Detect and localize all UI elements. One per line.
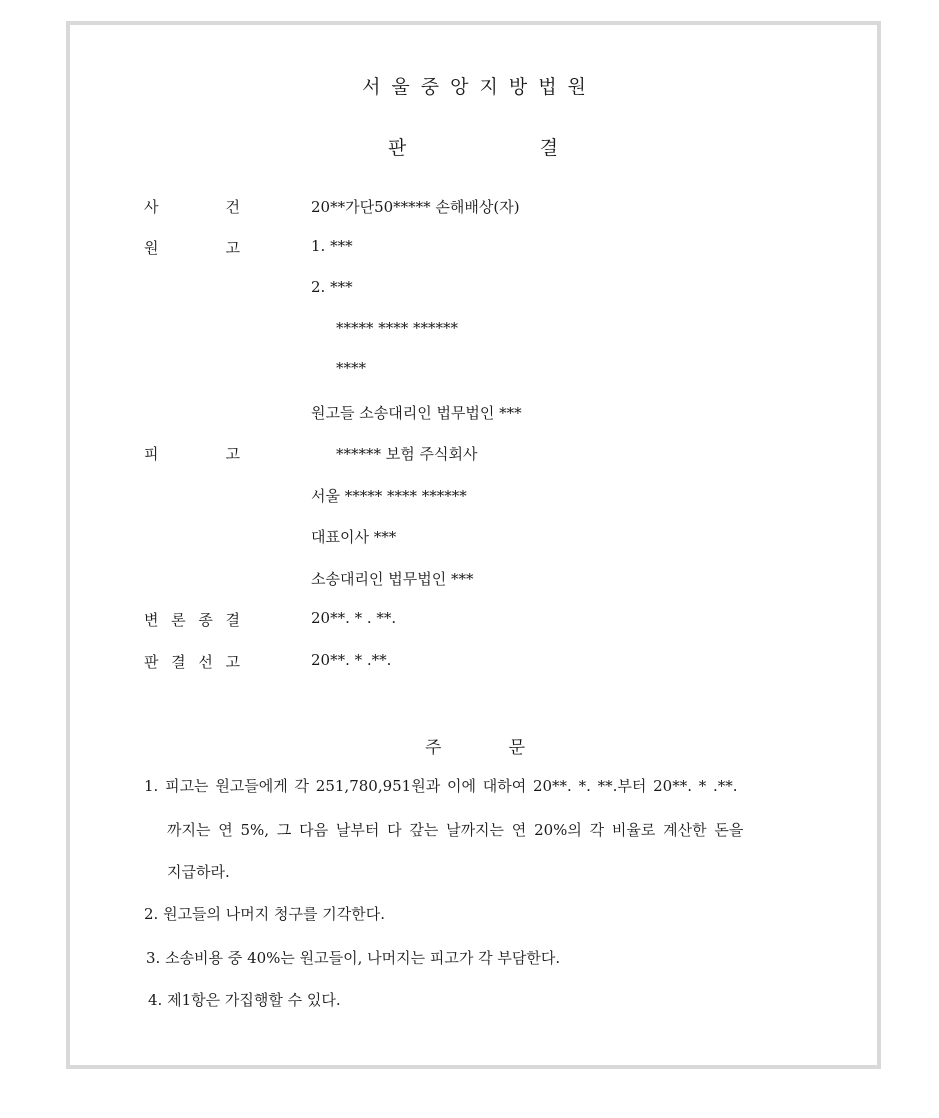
order-item-1-line-1: 1. 피고는 원고들에게 각 251,780,951원과 이에 대하여 20**. *. **.부터 20**. * .**. <box>144 777 738 795</box>
case-label-text: 사 건 <box>144 198 240 216</box>
plaintiff-line-4: **** <box>336 359 366 377</box>
defendant-label <box>144 443 240 464</box>
order-item-3: 3. 소송비용 중 40%는 원고들이, 나머지는 피고가 각 부담한다. <box>146 949 561 967</box>
document-frame <box>66 21 881 1069</box>
order-item-4: 4. 제1항은 가집행할 수 있다. <box>148 991 341 1009</box>
case-value: 20**가단50***** 손해배상(자) <box>311 198 520 216</box>
order-title-right: 문 <box>508 738 525 758</box>
defendant-line-3: 대표이사 *** <box>311 528 397 546</box>
judgment-document <box>70 25 877 1065</box>
judgment-title-right: 결 <box>539 137 558 159</box>
plaintiff-counsel: 원고들 소송대리인 법무법인 *** <box>311 404 522 422</box>
closing-label <box>144 609 240 630</box>
closing-value: 20**. * . **. <box>311 609 397 627</box>
order-item-2: 2. 원고들의 나머지 청구를 기각한다. <box>144 905 386 923</box>
sentence-value: 20**. * .**. <box>311 651 392 669</box>
sentence-label <box>144 651 240 672</box>
defendant-counsel: 소송대리인 법무법인 *** <box>311 570 474 588</box>
order-item-1-line-3: 지급하라. <box>167 863 230 881</box>
defendant-line-1: ****** 보험 주식회사 <box>336 445 478 463</box>
case-label <box>144 196 240 217</box>
order-title-left: 주 <box>425 738 442 758</box>
judgment-title <box>388 133 558 160</box>
court-name: 서울중앙지방법원 <box>362 76 597 98</box>
judgment-title-left: 판 <box>388 137 407 159</box>
closing-label-text: 변 론 종 결 <box>144 611 240 629</box>
plaintiff-line-3: ***** **** ****** <box>336 319 459 337</box>
defendant-label-text: 피 고 <box>144 445 240 463</box>
plaintiff-line-2: 2. *** <box>311 278 353 296</box>
plaintiff-line-1: 1. *** <box>311 237 353 255</box>
plaintiff-label-text: 원 고 <box>144 239 240 257</box>
order-item-1-line-2: 까지는 연 5%, 그 다음 날부터 다 갚는 날까지는 연 20%의 각 비율로 계산한 돈을 <box>167 821 744 839</box>
plaintiff-label <box>144 237 240 258</box>
order-title <box>425 733 525 758</box>
defendant-line-2: 서울 ***** **** ****** <box>311 487 467 505</box>
sentence-label-text: 판 결 선 고 <box>144 653 240 671</box>
